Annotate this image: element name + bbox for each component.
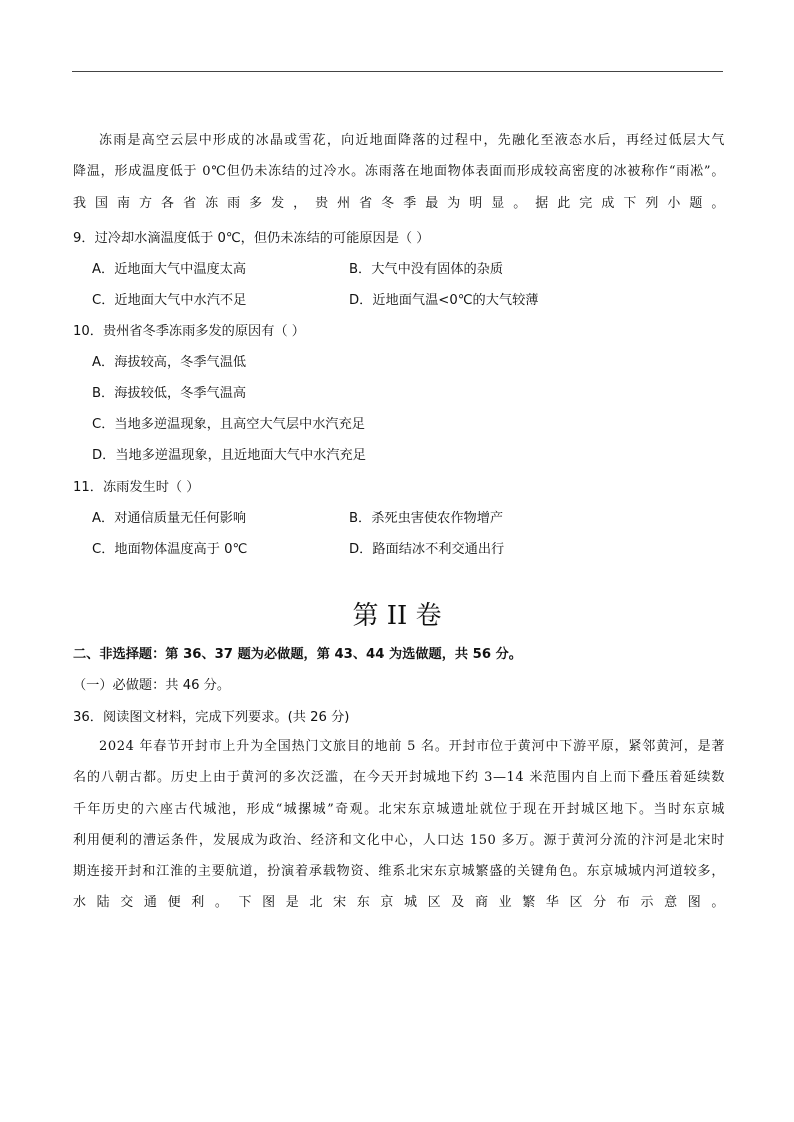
question-9-option-a: A．近地面大气中温度太高 [92, 262, 247, 277]
question-10-option-c: C．当地多逆温现象，且高空大气层中水汽充足 [92, 417, 365, 432]
intro-line-2: 降温，形成温度低于 0℃但仍未冻结的过冷水。冻雨落在地面物体表面而形成较高密度的冰被称作“雨凇”。 [73, 164, 725, 180]
passage-36-line-3: 千年历史的六座古代城池，形成“城摞城”奇观。北宋东京城遗址就位于现在开封城区地下。当时东京城 [73, 801, 725, 817]
question-10-option-b: B．海拔较低，冬季气温高 [92, 386, 247, 401]
question-11-option-a: A．对通信质量无任何影响 [92, 511, 247, 526]
question-11-option-c: C．地面物体温度高于 0℃ [92, 542, 248, 557]
passage-36-line-5: 期连接开封和江淮的主要航道，扮演着承载物资、维系北宋东京城繁盛的关键角色。东京城城内河道较多， [73, 864, 725, 880]
passage-36-line-1: 2024 年春节开封市上升为全国热门文旅目的地前 5 名。开封市位于黄河中下游平原，紧邻黄河，是著 [99, 739, 725, 754]
section-heading: 二、非选择题：第 36、37 题为必做题，第 43、44 为选做题，共 56 分。 [73, 647, 522, 662]
question-9-option-b: B．大气中没有固体的杂质 [349, 262, 504, 277]
question-9-option-d: D．近地面气温<0℃的大气较薄 [349, 293, 539, 308]
question-10-option-a: A．海拔较高，冬季气温低 [92, 355, 247, 370]
header-rule [72, 71, 723, 72]
question-10-stem: 10．贵州省冬季冻雨多发的原因有（ ） [73, 324, 305, 339]
subsection-heading: （一）必做题：共 46 分。 [73, 678, 231, 693]
question-11-option-d: D．路面结冰不利交通出行 [349, 542, 505, 557]
passage-36-line-2: 名的八朝古都。历史上由于黄河的多次泛滥，在今天开封城地下约 3—14 米范围内自上而下叠压着延续数 [73, 770, 725, 786]
question-11-option-b: B．杀死虫害使农作物增产 [349, 511, 504, 526]
question-11-stem: 11．冻雨发生时（ ） [73, 480, 200, 495]
question-10-option-d: D．当地多逆温现象，且近地面大气中水汽充足 [92, 448, 366, 463]
intro-line-3: 我国南方各省冻雨多发，贵州省冬季最为明显。据此完成下列小题。 [73, 195, 725, 211]
question-9-stem: 9．过冷却水滴温度低于 0℃，但仍未冻结的可能原因是（ ） [73, 231, 430, 246]
question-9-option-c: C．近地面大气中水汽不足 [92, 293, 247, 308]
passage-36 [73, 731, 725, 919]
passage-36-line-4: 利用便利的漕运条件，发展成为政治、经济和文化中心，人口达 150 多万。源于黄河分流的汴河是北宋时 [73, 832, 725, 848]
intro-paragraph [73, 125, 725, 219]
passage-36-line-6: 水陆交通便利。下图是北宋东京城区及商业繁华区分布示意图。 [73, 895, 725, 911]
intro-line-1: 冻雨是高空云层中形成的冰晶或雪花，向近地面降落的过程中，先融化至液态水后，再经过低层大气 [99, 133, 725, 148]
section-title: 第 II 卷 [352, 601, 442, 631]
question-36-stem: 36．阅读图文材料，完成下列要求。(共 26 分) [73, 710, 350, 725]
